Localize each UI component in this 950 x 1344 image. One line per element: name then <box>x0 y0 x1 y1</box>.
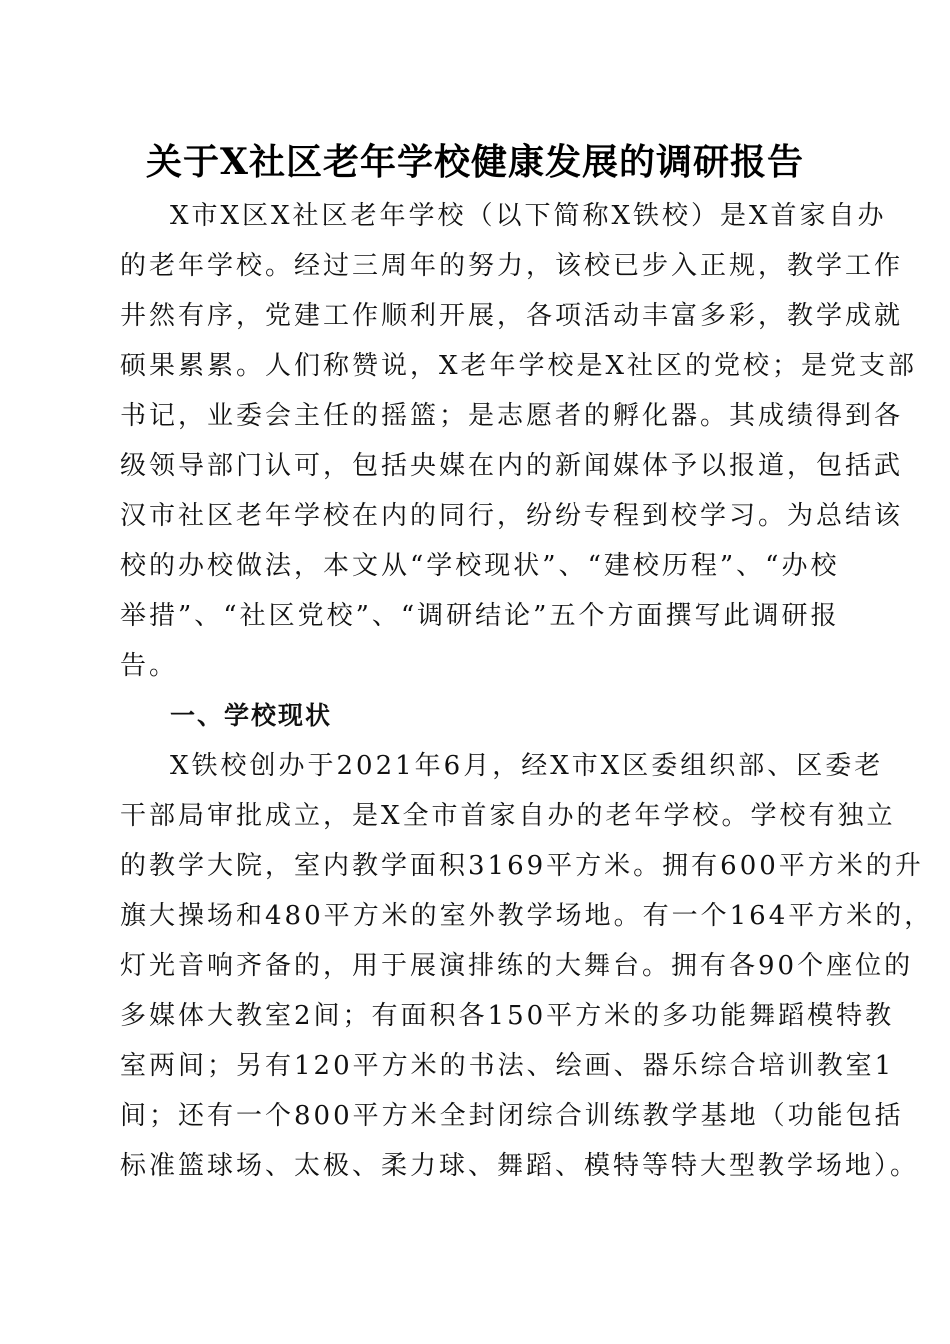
intro-line: X市X区X社区老年学校（以下简称X铁校）是X首家自办 <box>170 201 887 231</box>
section1-line: X铁校创办于2021年6月，经X市X区委组织部、区委老 <box>170 751 884 781</box>
section1-line: 的教学大院，室内教学面积3169平方米。拥有600平方米的升 <box>120 851 924 881</box>
intro-line: 书记，业委会主任的摇篮；是志愿者的孵化器。其成绩得到各 <box>120 401 904 431</box>
intro-line: 校的办校做法，本文从“学校现状”、“建校历程”、“办校 <box>120 551 840 581</box>
intro-line: 硕果累累。人们称赞说，X老年学校是X社区的党校；是党支部 <box>120 351 918 381</box>
section1-line: 旗大操场和480平方米的室外教学场地。有一个164平方米的， <box>120 901 934 931</box>
section1-line: 多媒体大教室2间；有面积各150平方米的多功能舞蹈模特教 <box>120 1001 895 1031</box>
intro-line: 级领导部门认可，包括央媒在内的新闻媒体予以报道，包括武 <box>120 451 904 481</box>
section1-line: 干部局审批成立，是X全市首家自办的老年学校。学校有独立 <box>120 801 896 831</box>
intro-line: 井然有序，党建工作顺利开展，各项活动丰富多彩，教学成就 <box>120 301 904 331</box>
section1-line: 室两间；另有120平方米的书法、绘画、器乐综合培训教室1 <box>120 1051 895 1081</box>
section-heading: 一、学校现状 <box>170 701 333 730</box>
section1-line: 标准篮球场、太极、柔力球、舞蹈、模特等特大型教学场地）。 <box>120 1151 920 1181</box>
intro-line: 告。 <box>120 651 179 681</box>
section1-line: 间；还有一个800平方米全封闭综合训练教学基地（功能包括 <box>120 1101 904 1131</box>
intro-line: 举措”、“社区党校”、“调研结论”五个方面撰写此调研报 <box>120 601 840 631</box>
intro-line: 汉市社区老年学校在内的同行，纷纷专程到校学习。为总结该 <box>120 501 904 531</box>
intro-line: 的老年学校。经过三周年的努力，该校已步入正规，教学工作 <box>120 251 904 281</box>
section1-line: 灯光音响齐备的，用于展演排练的大舞台。拥有各90个座位的 <box>120 951 914 981</box>
document-title: 关于X社区老年学校健康发展的调研报告 <box>146 141 804 183</box>
